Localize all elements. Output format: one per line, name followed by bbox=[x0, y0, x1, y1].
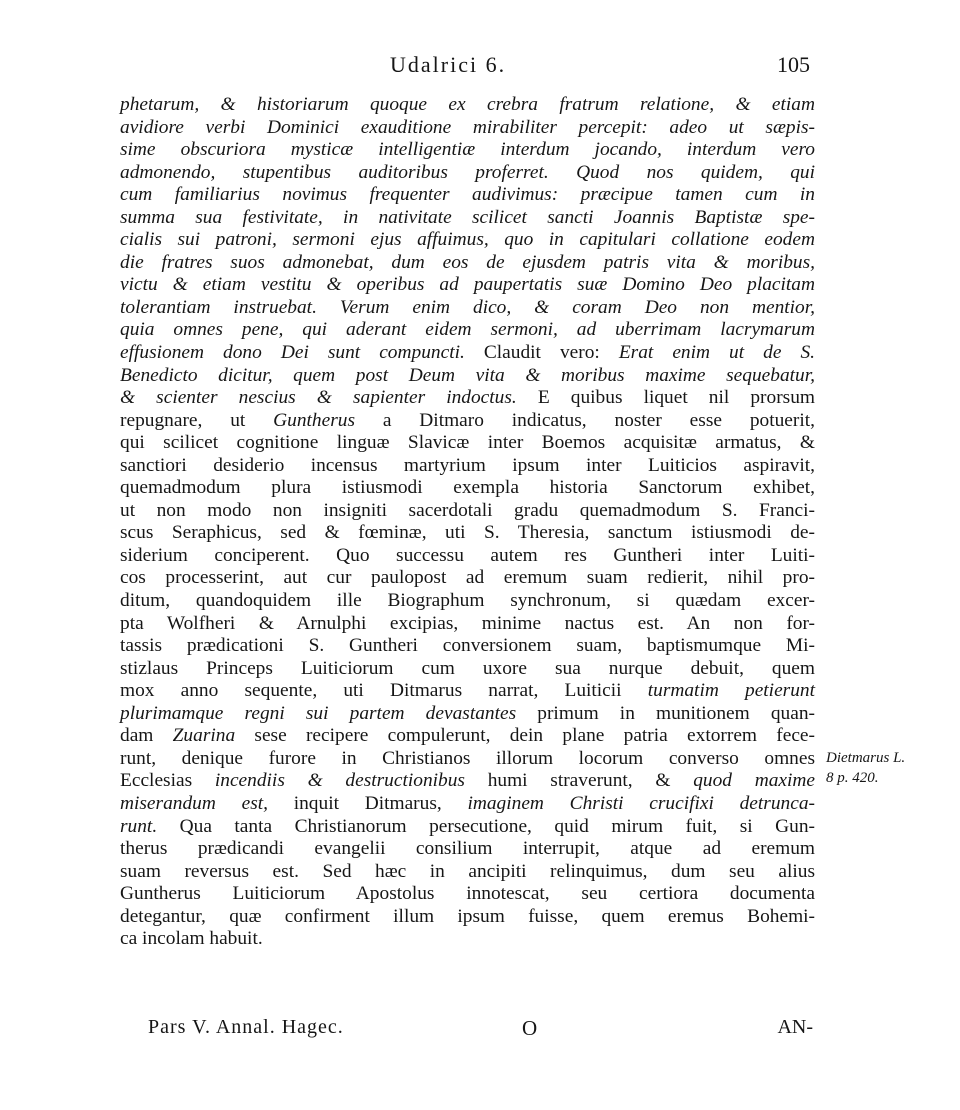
marginal-note-line: 8 p. 420. bbox=[826, 770, 879, 786]
text-line bbox=[120, 703, 815, 726]
roman-segment: ditum, quandoquidem ille Biographum synchronum, si quædam excer- bbox=[120, 590, 815, 612]
italic-segment: avidiore verbi Dominici exauditione mirabiliter percepit: adeo ut sæpis- bbox=[120, 116, 815, 138]
roman-segment: runt, denique furore in Christianos illorum locorum converso omnes bbox=[120, 747, 815, 769]
footer-signature: Pars V. Annal. Hagec. bbox=[148, 1016, 344, 1038]
text-line bbox=[120, 906, 815, 929]
italic-segment: plurimamque regni sui partem devastantes bbox=[120, 702, 517, 724]
text-line bbox=[120, 229, 815, 252]
italic-segment: & scienter nescius & sapienter indoctus. bbox=[120, 387, 517, 409]
italic-segment: cum familiarius novimus frequenter audivimus: præcipue tamen cum in bbox=[120, 184, 815, 206]
roman-segment: primum in munitionem quan- bbox=[516, 702, 815, 724]
roman-segment: therus prædicandi evangelii consilium interrupit, atque ad eremum bbox=[120, 838, 815, 860]
roman-segment: sese recipere compulerunt, dein plane patria extorrem fece- bbox=[235, 725, 815, 747]
italic-segment: Benedicto dicitur, quem post Deum vita & moribus maxime sequebatur, bbox=[120, 364, 815, 386]
text-line bbox=[120, 883, 815, 906]
roman-segment: Ecclesias bbox=[120, 770, 215, 792]
roman-segment: ut non modo non insigniti sacerdotali gradu quemadmodum S. Franci- bbox=[120, 499, 815, 521]
roman-segment: pta Wolfheri & Arnulphi excipias, minime nactus est. An non for- bbox=[120, 612, 815, 634]
roman-segment: a Ditmaro indicatus, noster esse potuerit, bbox=[355, 409, 815, 431]
roman-segment: stizlaus Princeps Luiticiorum cum uxore sua nurque debuit, quem bbox=[120, 657, 815, 679]
italic-segment: Erat enim ut de S. bbox=[618, 342, 816, 364]
text-line bbox=[120, 477, 815, 500]
italic-segment: phetarum, & historiarum quoque ex crebra fratrum relatione, & etiam bbox=[120, 94, 815, 115]
text-line bbox=[120, 387, 815, 410]
roman-segment: E quibus liquet nil prorsum bbox=[516, 387, 815, 409]
text-line bbox=[120, 342, 815, 365]
text-line bbox=[120, 455, 815, 478]
text-line bbox=[120, 207, 815, 230]
marginal-note bbox=[826, 748, 926, 788]
text-line bbox=[120, 117, 815, 140]
italic-segment: sime obscuriora mysticæ intelligentiæ interdum jocando, interdum vero bbox=[120, 139, 815, 161]
marginal-note-line: Dietmarus L. bbox=[826, 750, 906, 766]
text-line bbox=[120, 613, 815, 636]
text-line bbox=[120, 567, 815, 590]
italic-segment: effusionem dono Dei sunt compuncti. bbox=[120, 342, 465, 364]
body-text bbox=[120, 94, 815, 951]
text-line bbox=[120, 658, 815, 681]
text-line bbox=[120, 838, 815, 861]
text-line bbox=[120, 139, 815, 162]
roman-segment: qui scilicet cognitione linguæ Slavicæ inter Boemos acquisitæ armatus, & bbox=[120, 432, 815, 454]
roman-segment: dam bbox=[120, 725, 173, 747]
roman-segment: humi straverunt, & bbox=[464, 770, 694, 792]
roman-segment: Guntherus Luiticiorum Apostolus innotescat, seu certiora documenta bbox=[120, 883, 815, 905]
italic-segment: Zuarina bbox=[172, 725, 236, 747]
roman-segment: tassis prædicationi S. Guntheri conversionem suam, baptismumque Mi- bbox=[120, 635, 815, 657]
roman-segment: quemadmodum plura istiusmodi exempla historia Sanctorum exhibet, bbox=[120, 477, 815, 499]
roman-segment: Qua tanta Christianorum persecutione, quid mirum fuit, si Gun- bbox=[157, 815, 815, 837]
roman-segment: repugnare, ut bbox=[120, 409, 274, 431]
italic-segment: imaginem Christi crucifixi detrunca- bbox=[467, 792, 815, 814]
signature-mark: O bbox=[522, 1016, 538, 1040]
catchword: AN- bbox=[777, 1016, 813, 1038]
roman-segment: cos processerint, aut cur paulopost ad eremum suam redierit, nihil pro- bbox=[120, 567, 815, 589]
roman-segment: mox anno sequente, uti Ditmarus narrat, Luiticii bbox=[120, 680, 648, 702]
italic-segment: runt. bbox=[120, 815, 158, 837]
text-line bbox=[120, 522, 815, 545]
italic-segment: tolerantiam instruebat. Verum enim dico, & coram Deo non mentior, bbox=[120, 296, 815, 318]
text-line bbox=[120, 748, 815, 771]
text-line bbox=[120, 184, 815, 207]
text-line bbox=[120, 545, 815, 568]
italic-segment: victu & etiam vestitu & operibus ad paupertatis suæ Domino Deo placitam bbox=[120, 274, 815, 296]
text-line bbox=[120, 297, 815, 320]
roman-segment: Claudit vero: bbox=[464, 342, 619, 364]
text-line bbox=[120, 928, 815, 951]
italic-segment: turmatim petierunt bbox=[647, 680, 816, 702]
italic-segment: cialis sui patroni, sermoni ejus affuimus, quo in capitulari collatione eodem bbox=[120, 229, 815, 251]
text-line bbox=[120, 252, 815, 275]
text-line bbox=[120, 365, 815, 388]
italic-segment: admonendo, stupentibus auditoribus proferret. Quod nos quidem, qui bbox=[120, 161, 815, 183]
roman-segment: detegantur, quæ confirment illum ipsum fuisse, quem eremus Bohemi- bbox=[120, 905, 815, 927]
page-number: 105 bbox=[777, 52, 810, 77]
italic-segment: die fratres suos admonebat, dum eos de ejusdem patris vita & moribus, bbox=[120, 251, 815, 273]
running-head bbox=[120, 52, 820, 84]
running-title: Udalrici 6. bbox=[390, 52, 507, 77]
text-line bbox=[120, 590, 815, 613]
text-line bbox=[120, 500, 815, 523]
roman-segment: suam reversus est. Sed hæc in ancipiti relinquimus, dum seu alius bbox=[120, 860, 815, 882]
roman-segment: sanctiori desiderio incensus martyrium ipsum inter Luiticios aspiravit, bbox=[120, 454, 815, 476]
italic-segment: incendiis & destructionibus bbox=[214, 770, 465, 792]
page-footer bbox=[148, 1016, 813, 1046]
text-line bbox=[120, 793, 815, 816]
italic-segment: Guntherus bbox=[273, 409, 356, 431]
text-line bbox=[120, 725, 815, 748]
roman-segment: scus Seraphicus, sed & fœminæ, uti S. Theresia, sanctum istiusmodi de- bbox=[120, 522, 815, 544]
roman-segment: inquit Ditmarus, bbox=[268, 792, 468, 814]
text-line bbox=[120, 410, 815, 433]
text-line bbox=[120, 770, 815, 793]
text-line bbox=[120, 635, 815, 658]
roman-segment: siderium conciperent. Quo successu autem res Guntheri inter Luiti- bbox=[120, 544, 815, 566]
italic-segment: quia omnes pene, qui aderant eidem sermoni, ad uberrimam lacrymarum bbox=[120, 319, 815, 341]
text-line bbox=[120, 816, 815, 839]
text-line bbox=[120, 274, 815, 297]
text-line bbox=[120, 680, 815, 703]
italic-segment: miserandum est, bbox=[120, 792, 268, 814]
text-line bbox=[120, 162, 815, 185]
text-line bbox=[120, 861, 815, 884]
text-line bbox=[120, 94, 815, 117]
italic-segment: summa sua festivitate, in nativitate scilicet sancti Joannis Baptistæ spe- bbox=[120, 206, 815, 228]
text-line bbox=[120, 432, 815, 455]
roman-segment: ca incolam habuit. bbox=[120, 928, 263, 950]
italic-segment: quod maxime bbox=[693, 770, 815, 792]
text-line bbox=[120, 319, 815, 342]
